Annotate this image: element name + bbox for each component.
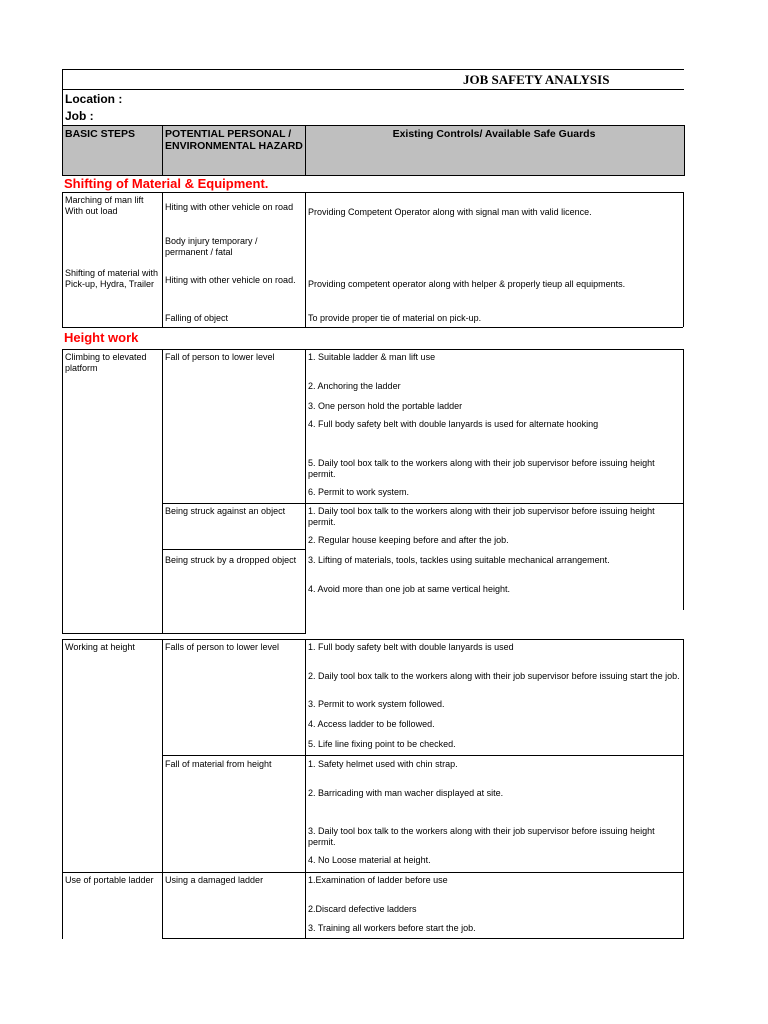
control-avoid-same-height: 4. Avoid more than one job at same vertical height.	[308, 584, 510, 594]
step-marching-man-lift: Marching of man lift With out load	[65, 195, 144, 216]
hazard-hitting-vehicle: Hiting with other vehicle on road	[165, 202, 294, 212]
climbing-bottom-border	[62, 633, 306, 634]
working-right-border	[683, 639, 684, 939]
control-housekeeping: 2. Regular house keeping before and after the job.	[308, 535, 509, 545]
hazard-falls-person: Falls of person to lower level	[165, 642, 280, 652]
climbing-divider	[305, 349, 306, 633]
control-operator-helper: Providing competent operator along with helper & properly tieup all equipments.	[308, 279, 626, 289]
climbing-left-border	[62, 349, 63, 633]
header-hazard: POTENTIAL PERSONAL / ENVIRONMENTAL HAZARD	[165, 128, 303, 152]
hazard-falling-object: Falling of object	[165, 313, 229, 323]
document-title: JOB SAFETY ANALYSIS	[463, 72, 610, 87]
control-no-loose-material: 4. No Loose material at height.	[308, 855, 431, 865]
control-discard-ladders: 2.Discard defective ladders	[308, 904, 417, 914]
control-access-ladder: 4. Access ladder to be followed.	[308, 719, 435, 729]
section1-bottom-border	[62, 327, 683, 328]
climbing-divider	[162, 349, 163, 633]
climbing-right-border	[683, 349, 684, 610]
control-permit-followed: 3. Permit to work system followed.	[308, 699, 445, 709]
row-divider	[162, 755, 683, 756]
hazard-fall-person: Fall of person to lower level	[165, 352, 275, 362]
title-top-border	[62, 69, 684, 70]
step-working-height: Working at height	[65, 642, 135, 652]
control-toolbox-talk-2: 1. Daily tool box talk to the workers along with their job supervisor before issuing height permit.	[308, 506, 655, 527]
title-left-border	[62, 69, 63, 125]
table-bottom-border	[162, 938, 683, 939]
control-lifting-materials: 3. Lifting of materials, tools, tackles using suitable mechanical arrangement.	[308, 555, 610, 565]
step-portable-ladder: Use of portable ladder	[65, 875, 154, 885]
control-training-workers: 3. Training all workers before start the job.	[308, 923, 476, 933]
section1-top-border	[62, 192, 683, 193]
header-basic-steps: BASIC STEPS	[65, 128, 136, 140]
control-toolbox-talk: 5. Daily tool box talk to the workers along with their job supervisor before issuing height permit.	[308, 458, 655, 479]
control-ladder-man-lift: 1. Suitable ladder & man lift use	[308, 352, 436, 362]
title-bottom-border	[62, 89, 684, 90]
location-label: Location :	[65, 92, 123, 106]
control-examine-ladder: 1.Examination of ladder before use	[308, 875, 448, 885]
control-anchoring-ladder: 2. Anchoring the ladder	[308, 381, 401, 391]
working-top-border	[62, 639, 683, 640]
row-divider	[162, 503, 683, 504]
hazard-struck-dropped: Being struck by a dropped object	[165, 555, 297, 565]
section1-divider	[305, 192, 306, 327]
control-toolbox-start: 2. Daily tool box talk to the workers along with their job supervisor before issuing start the job.	[308, 671, 680, 681]
working-divider	[305, 639, 306, 939]
section1-divider	[162, 192, 163, 327]
climbing-top-border	[62, 349, 683, 350]
working-left-border	[62, 639, 63, 939]
job-label: Job :	[65, 109, 94, 123]
step-shifting-material: Shifting of material with Pick-up, Hydra, Trailer	[65, 268, 159, 289]
hazard-damaged-ladder: Using a damaged ladder	[165, 875, 264, 885]
hazard-fall-material: Fall of material from height	[165, 759, 272, 769]
row-divider	[62, 872, 683, 873]
section-height-work-title: Height work	[64, 330, 139, 345]
section1-left-border	[62, 192, 63, 327]
section1-right-border	[683, 192, 684, 327]
control-safety-belt-2: 1. Full body safety belt with double lanyards is used	[308, 642, 514, 652]
header-divider	[162, 125, 163, 175]
working-divider	[162, 639, 163, 939]
row-divider	[162, 549, 305, 550]
header-controls: Existing Controls/ Available Safe Guards	[392, 128, 596, 140]
control-permit-system: 6. Permit to work system.	[308, 487, 410, 497]
control-safety-belt: 4. Full body safety belt with double lanyards is used for alternate hooking	[308, 419, 599, 429]
control-tie-material: To provide proper tie of material on pick-up.	[308, 313, 482, 323]
hazard-body-injury: Body injury temporary / permanent / fatal	[165, 236, 258, 257]
control-life-line: 5. Life line fixing point to be checked.	[308, 739, 456, 749]
section-shifting-title: Shifting of Material & Equipment.	[64, 176, 269, 191]
control-barricading: 2. Barricading with man wacher displayed at site.	[308, 788, 504, 798]
step-climbing-platform: Climbing to elevated platform	[65, 352, 147, 373]
hazard-hitting-vehicle-2: Hiting with other vehicle on road.	[165, 275, 296, 285]
control-safety-helmet: 1. Safety helmet used with chin strap.	[308, 759, 458, 769]
control-hold-ladder: 3. One person hold the portable ladder	[308, 401, 463, 411]
hazard-struck-against: Being struck against an object	[165, 506, 286, 516]
control-toolbox-talk-3: 3. Daily tool box talk to the workers along with their job supervisor before issuing height permit.	[308, 826, 655, 847]
control-competent-operator: Providing Competent Operator along with signal man with valid licence.	[308, 207, 592, 217]
